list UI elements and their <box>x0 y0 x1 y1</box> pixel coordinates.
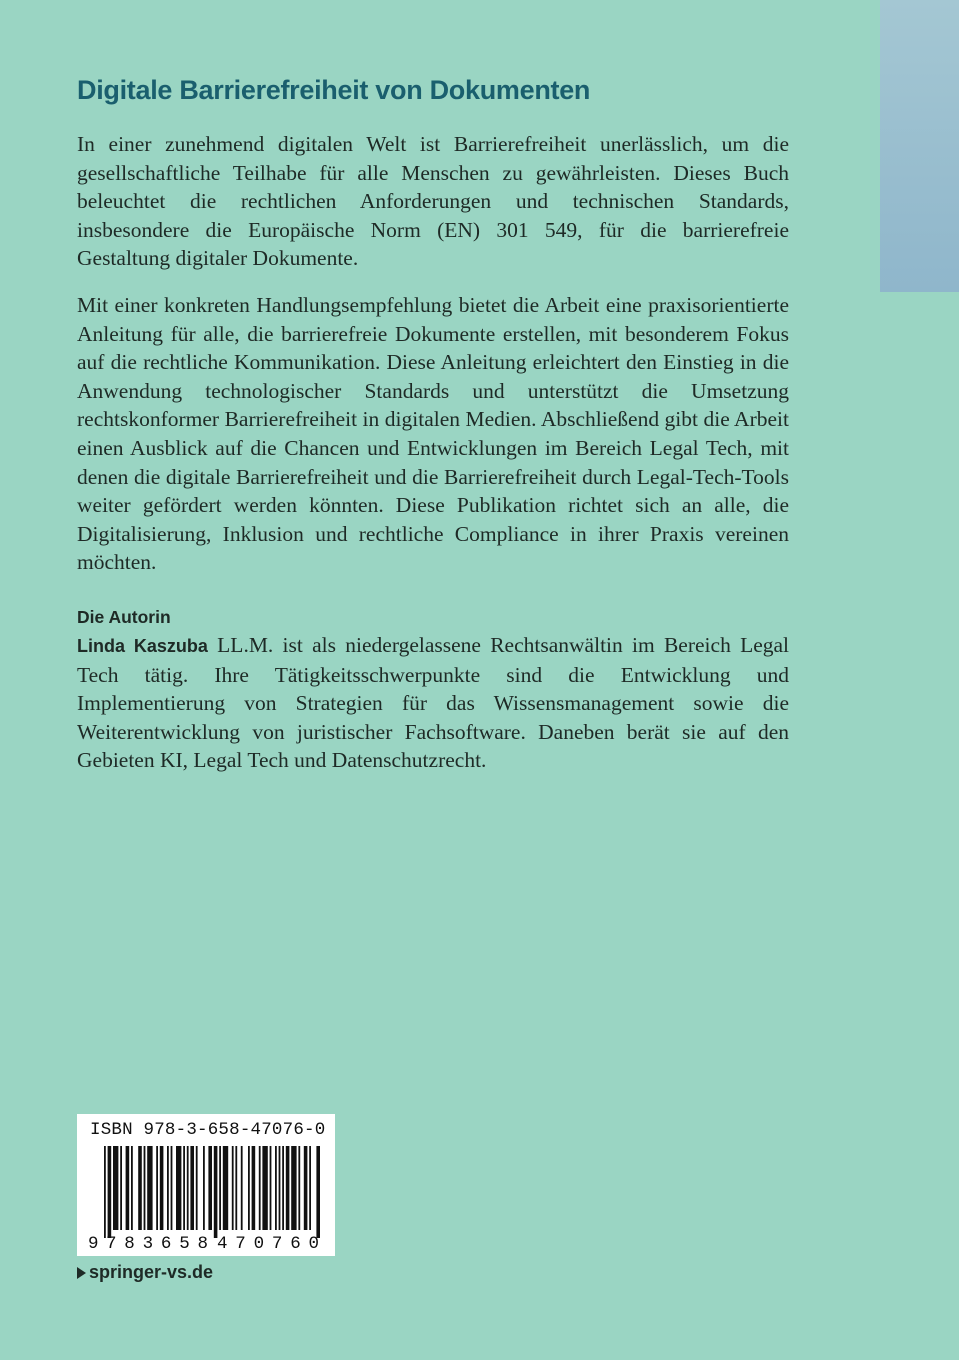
barcode-bar <box>183 1146 185 1230</box>
barcode-bar <box>291 1146 296 1230</box>
barcode-bar <box>113 1146 118 1230</box>
barcode-bar <box>126 1146 130 1230</box>
barcode-bar <box>262 1146 267 1230</box>
author-bio <box>77 631 789 775</box>
barcode-bar <box>316 1146 320 1238</box>
barcode-bar <box>131 1146 133 1230</box>
publisher-url: springer-vs.de <box>89 1262 214 1282</box>
barcode-bar <box>196 1146 198 1230</box>
barcode-bar <box>176 1146 181 1230</box>
barcode-bar <box>138 1146 142 1230</box>
barcode-bar <box>187 1146 189 1230</box>
barcode-bar <box>286 1146 290 1230</box>
barcode-bars <box>77 1114 335 1256</box>
barcode-bar <box>156 1146 158 1230</box>
isbn-barcode <box>77 1114 335 1256</box>
description-paragraph-2: Mit einer konkreten Handlungsempfehlung bietet die Arbeit eine praxisorientierte Anleitung für alle, die barrierefreie Dokumente erstellen, mit besonderem Fokus auf die rechtliche Kommunikation. Diese Anleitung erleichtert den Einstieg in die Anwendung technologischer Standards und unterstützt die Umsetzung rechtskonformer Barrierefreiheit in digitalen Medien. Abschließend gibt die Arbeit einen Ausblick auf die Chancen und Entwicklungen im Bereich Legal Tech, mit denen die digitale Barrierefreiheit und die Barrierefreiheit durch Legal-Tech-Tools weiter gefördert werden könnten. Diese Publikation richtet sich an alle, die Digitalisierung, Inklusion und rechtliche Compliance in ihrer Praxis vereinen möchten. <box>77 292 789 575</box>
triangle-right-icon <box>77 1267 86 1279</box>
barcode-bar <box>144 1146 146 1230</box>
barcode-bar <box>304 1146 308 1230</box>
barcode-bar <box>232 1146 234 1230</box>
back-cover-text <box>77 72 789 793</box>
barcode-bar <box>203 1146 205 1230</box>
ean-left-group: 783658 <box>106 1234 208 1254</box>
barcode-bar <box>214 1146 218 1238</box>
barcode-bar <box>275 1146 277 1230</box>
barcode-bar <box>309 1146 311 1230</box>
barcode-bar <box>259 1146 261 1230</box>
barcode-bar <box>235 1146 237 1230</box>
barcode-bar <box>298 1146 300 1230</box>
ean-first-digit: 9 <box>88 1234 99 1254</box>
barcode-bar <box>279 1146 281 1230</box>
author-bio-text: LL.M. ist als niedergelassene Rechtsanwältin im Bereich Legal Tech tätig. Ihre Tätigkeitsschwerpunkte sind die Entwicklung und Implementierung von Strategien für das Wissensmanagement sowie die Weiterentwicklung von juristischer Fachsoftware. Daneben berät sie auf den Gebieten KI, Legal Tech und Datenschutzrecht. <box>77 632 790 773</box>
barcode-bar <box>223 1146 228 1230</box>
barcode-bar <box>120 1146 122 1230</box>
barcode-bar <box>282 1146 284 1230</box>
barcode-bar <box>219 1146 221 1230</box>
author-name: Linda Kaszuba <box>77 635 208 656</box>
barcode-bar <box>160 1146 164 1230</box>
barcode-bar <box>241 1146 243 1230</box>
barcode-bar <box>167 1146 169 1230</box>
book-title: Digitale Barrierefreiheit von Dokumenten <box>77 75 591 105</box>
author-heading: Die Autorin <box>77 606 171 627</box>
accent-strip <box>880 0 959 292</box>
barcode-bar <box>108 1146 112 1238</box>
barcode-bar <box>270 1146 272 1230</box>
publisher-link[interactable] <box>77 1262 213 1283</box>
barcode-bar <box>252 1146 256 1230</box>
barcode-bar <box>147 1146 152 1230</box>
barcode-bar <box>104 1146 106 1238</box>
barcode-bar <box>190 1146 194 1230</box>
barcode-bar <box>208 1146 212 1230</box>
barcode-bar <box>248 1146 250 1230</box>
isbn-label: ISBN 978-3-658-47076-0 <box>90 1120 326 1140</box>
description-paragraph-1: In einer zunehmend digitalen Welt ist Barrierefreiheit unerlässlich, um die gesellschaftliche Teilhabe für alle Menschen zu gewährleisten. Dieses Buch beleuchtet die rechtlichen Anforderungen und technischen Standards, insbesondere die Europäische Norm (EN) 301 549, für die barrierefreie Gestaltung digitaler Dokumente. <box>77 132 789 271</box>
ean-right-group: 470760 <box>217 1234 319 1254</box>
barcode-bar <box>171 1146 173 1230</box>
